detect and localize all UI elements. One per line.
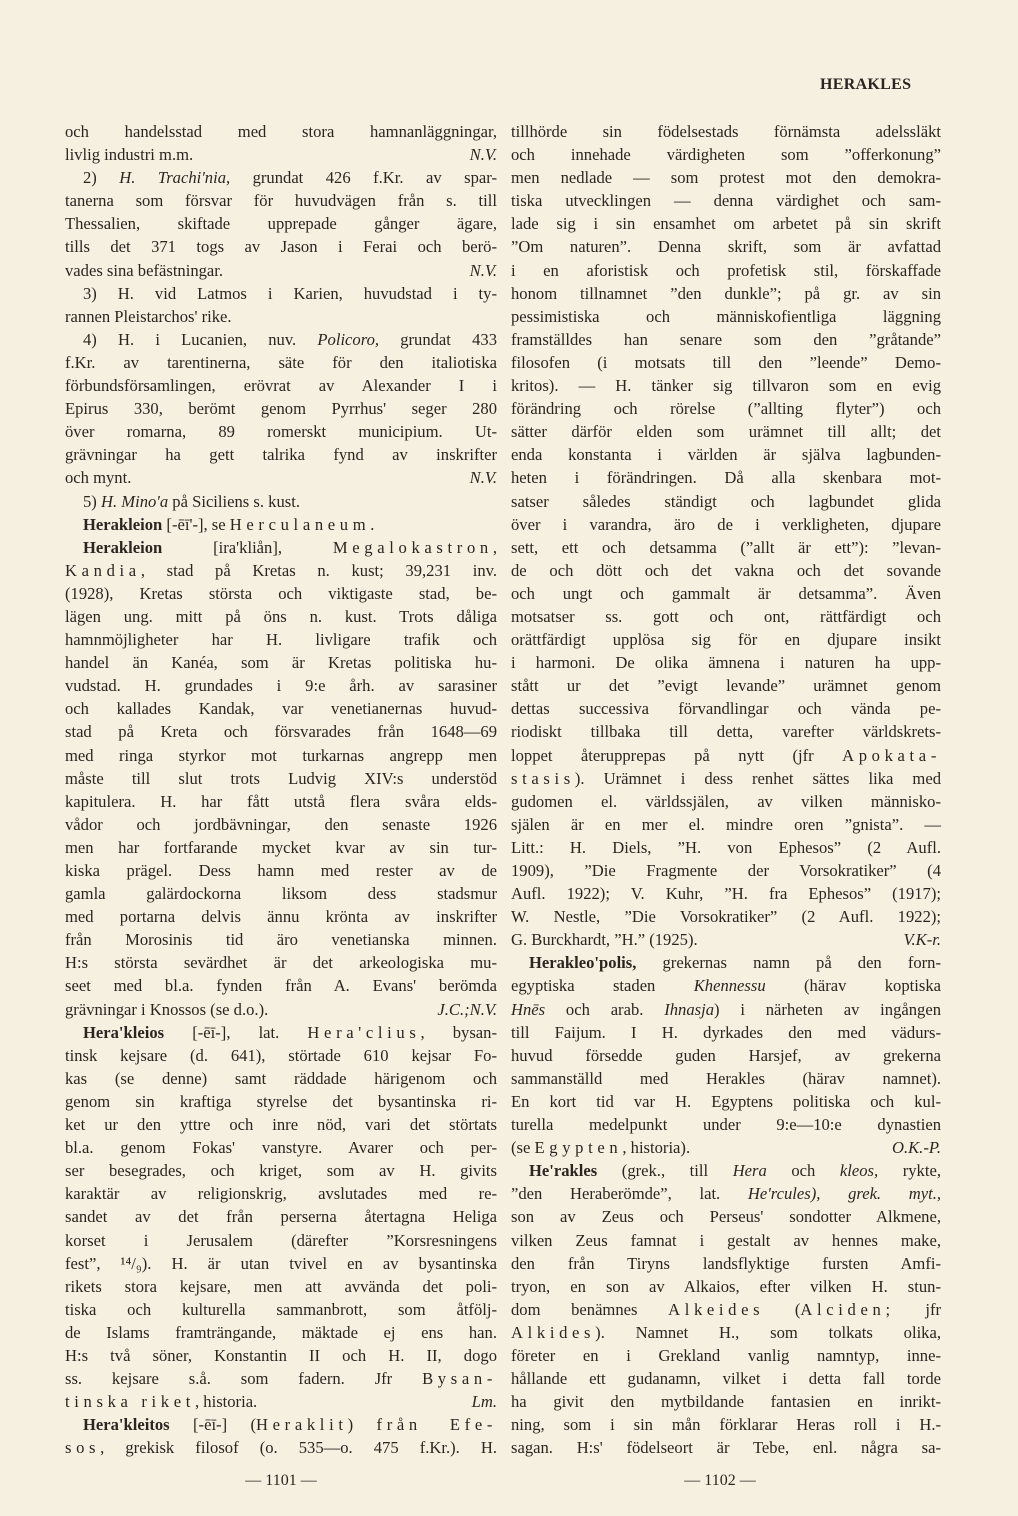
text-line: [65, 559, 497, 582]
text-run: honom tillnamnet ”den dunkle”; på gr. av sin: [511, 283, 941, 303]
italic-text: Policoro,: [317, 329, 380, 349]
spaced-text: stasis: [511, 768, 575, 788]
author-signature: J.C.;N.V.: [437, 999, 497, 1019]
entry-headword: Hera'kleitos: [83, 1415, 170, 1435]
text-line: [65, 513, 497, 536]
text-line: [511, 1113, 941, 1136]
right-column: [511, 120, 941, 1459]
spaced-text: sos: [65, 1438, 101, 1458]
text-line: [65, 1436, 497, 1459]
text-run: framställdes han senare som den ”gråtande”: [511, 329, 941, 349]
text-line: [65, 397, 497, 420]
text-line: [65, 1044, 497, 1067]
italic-text: Hnēs: [511, 999, 546, 1019]
text-run: sandet av det från perserna återtagna Heliga: [65, 1207, 497, 1227]
text-run: rannen Pleistarchos' rike.: [65, 306, 232, 326]
spaced-text: Hera'clius: [307, 1022, 421, 1042]
text-line: [65, 1367, 497, 1390]
text-run: kiska prägel. Dess hamn med rester av de: [65, 861, 497, 880]
text-line: [511, 674, 941, 697]
text-line: [65, 1275, 497, 1298]
text-run: (härav koptiska: [765, 976, 941, 996]
text-run: sammanställd med Herakles (härav namnet).: [511, 1068, 941, 1088]
text-run: En kort tid var H. Egyptens politiska och kul-: [511, 1091, 941, 1111]
text-run: dom benämnes: [511, 1299, 669, 1319]
text-run: H:s två söner, Konstantin II och H. II, dogo: [65, 1345, 497, 1365]
text-run: , grekisk filosof (o. 535—o. 475 f.Kr.). H.: [100, 1438, 497, 1458]
text-run: de och dött och det vakna och det sovande: [511, 560, 941, 580]
text-run: ket ur den yttre och inre nöd, vari det störtats: [65, 1115, 497, 1135]
spaced-text: Kandia: [65, 560, 141, 580]
text-run: ser besegrades, och kriget, som av H. givits: [65, 1161, 497, 1181]
entry-headword: Herakleo'polis,: [529, 953, 637, 973]
text-line: [511, 1390, 941, 1413]
text-line: [511, 1229, 941, 1252]
author-signature: N.V.: [469, 260, 497, 280]
text-run: (grek., till: [597, 1161, 733, 1181]
text-line: [65, 1344, 497, 1367]
text-line: [511, 1021, 941, 1044]
text-run: riodiskt tillbaka till detta, varefter världskrets-: [511, 722, 941, 742]
text-run: vudstad. H. grundades i 9:e årh. av sarasiner: [65, 676, 497, 696]
text-run: huvud försedde guden Harsjef, av grekerna: [511, 1045, 941, 1065]
text-line: [65, 1090, 497, 1113]
text-line: [65, 998, 497, 1021]
text-run: kas (se denne) samt räddade härigenom och: [65, 1068, 497, 1088]
text-run: ,: [492, 537, 497, 557]
text-run: 1909), ”Die Fragmente der Vorsokratiker” (4: [511, 861, 941, 880]
text-run: över i varandra, äro de i verkligheten, djupare: [511, 514, 941, 534]
text-run: [-ēī'-], se: [162, 514, 230, 534]
text-run: , historia).: [622, 1138, 691, 1158]
text-run: företer en i Grekland vanlig namntyp, inne-: [511, 1345, 941, 1365]
spaced-text: tinska riket: [65, 1392, 195, 1412]
text-line: [511, 697, 941, 720]
text-run: rykte,: [878, 1161, 941, 1181]
text-run: 4) H. i Lucanien, nuv.: [83, 329, 318, 349]
text-run: livlig industri m.m.: [65, 145, 194, 165]
text-line: [65, 1390, 497, 1413]
italic-text: He'rcules),: [747, 1184, 821, 1204]
text-line: [511, 374, 941, 397]
text-line: [511, 744, 941, 767]
text-run: heten i förändringen. Då alla skenbara mot-: [511, 468, 941, 488]
text-run: tiska och kulturella sammanbrott, som åtfölj-: [65, 1299, 497, 1319]
text-run: vådor och jordbävningar, den senaste 1926: [65, 814, 497, 834]
text-line: [65, 374, 497, 397]
text-run: hållande ett gudanamn, vilket i detta fall torde: [511, 1369, 941, 1389]
text-line: [511, 1205, 941, 1228]
text-run: ”den Heraberömde”, lat.: [511, 1184, 748, 1204]
text-run: lägen ung. mitt på öns n. kust. Trots dåliga: [65, 606, 497, 626]
text-run: grekernas namn på den forn-: [636, 953, 941, 973]
text-run: son av Zeus och Perseus' sondotter Alkmene,: [511, 1207, 941, 1227]
running-head: HERAKLES: [820, 76, 912, 93]
text-run: och innehade värdigheten som ”offerkonung”: [511, 145, 941, 165]
text-line: [65, 790, 497, 813]
text-run: , historia.: [194, 1392, 258, 1412]
text-line: [65, 143, 497, 166]
text-run: handel än Kanéa, som är Kretas politiska hu-: [65, 653, 497, 673]
text-run: Epirus 330, berömt genom Pyrrhus' seger 280: [65, 399, 497, 419]
text-line: [65, 420, 497, 443]
text-line: [511, 120, 941, 143]
text-run: och ungt och gammalt är detsamma”. Även: [511, 583, 941, 603]
text-line: [65, 697, 497, 720]
spaced-text: Megalokastron: [332, 537, 493, 557]
text-run: (1928), Kretas största och viktigaste stad, be-: [65, 583, 497, 603]
text-run: men har fortfarande mycket kvar av sin tur-: [65, 837, 497, 857]
text-line: [511, 767, 941, 790]
text-line: [511, 998, 941, 1021]
text-run: seet med bl.a. fynden från A. Evans' berömda: [65, 976, 497, 996]
text-run: den från Tiryns landsflyktige fursten Amfi-: [511, 1253, 941, 1273]
text-line: [65, 836, 497, 859]
text-run: bl.a. genom Fokas' vanstyre. Avarer och per-: [65, 1138, 497, 1158]
text-run: korset i Jerusalem (därefter ”Korsresningens: [65, 1230, 497, 1250]
text-line: [65, 605, 497, 628]
text-run: rikets stora kejsare, men att avvända det poli-: [65, 1276, 497, 1296]
page-number-right: — 1102 —: [684, 1472, 756, 1489]
text-run: G. Burckhardt, ”H.” (1925).: [511, 930, 698, 950]
text-run: .: [370, 514, 375, 534]
text-run: grävningar i Knossos (se d.o.).: [65, 999, 269, 1019]
text-run: [-ēī-] (: [169, 1415, 257, 1435]
text-run: och: [766, 1161, 840, 1181]
text-line: [511, 235, 941, 258]
text-line: [511, 1159, 941, 1182]
text-run: gudomen el. världssjälen, av vilken människo-: [511, 791, 941, 811]
text-line: [65, 536, 497, 559]
text-line: [65, 189, 497, 212]
spaced-text: Alkeides: [668, 1299, 765, 1319]
text-line: [65, 974, 497, 997]
text-run: [ira'kliån],: [162, 537, 333, 557]
text-line: [511, 166, 941, 189]
text-run: lade sig i sin ensamhet om arbetet på sin skrift: [511, 214, 941, 234]
spaced-text: Alciden;: [800, 1299, 895, 1319]
text-line: [65, 928, 497, 951]
text-run: och handelsstad med stora hamnanläggningar,: [65, 122, 497, 141]
text-run: W. Nestle, ”Die Vorsokratiker” (2 Aufl. 1922);: [511, 907, 941, 927]
text-run: tiska utvecklingen — denna värdighet och sam-: [511, 191, 941, 211]
text-line: [65, 1298, 497, 1321]
text-run: men nedlade — som protest mot den demokra-: [511, 168, 941, 188]
text-run: kapitulera. H. har fått utstå flera svåra elds-: [65, 791, 497, 811]
text-line: [511, 628, 941, 651]
text-run: jfr: [894, 1299, 941, 1319]
text-line: [511, 605, 941, 628]
text-line: [65, 1067, 497, 1090]
text-line: [65, 1205, 497, 1228]
text-run: förändring och rörelse (”allting flyter”) och: [511, 399, 941, 419]
text-run: tanerna som försvar för huvudvägen från s. till: [65, 191, 497, 211]
text-line: [65, 859, 497, 882]
text-line: [511, 490, 941, 513]
text-line: [511, 1344, 941, 1367]
text-line: [65, 305, 497, 328]
text-run: tillhörde sin födelsestads förnämsta adelssläkt: [511, 122, 941, 141]
text-line: [511, 1067, 941, 1090]
text-run: orättfärdigt upplösa sig för en djupare insikt: [511, 630, 941, 650]
text-line: [511, 813, 941, 836]
text-line: [65, 212, 497, 235]
text-line: [511, 928, 941, 951]
text-line: [65, 1229, 497, 1252]
text-run: vilken Zeus famnat i gestalt av hennes make,: [511, 1230, 941, 1250]
text-line: [65, 905, 497, 928]
text-line: [511, 259, 941, 282]
text-run: kritos). — H. tänker sig tillvaron som en evig: [511, 376, 941, 396]
text-run: genom sin kraftiga styrelse det bysantinska ri-: [65, 1091, 497, 1111]
text-line: [65, 235, 497, 258]
text-line: [65, 628, 497, 651]
text-run: 5): [83, 491, 101, 511]
text-line: [65, 259, 497, 282]
italic-text: H. Mino'a: [100, 491, 169, 511]
spaced-text: Bysan-: [422, 1369, 497, 1389]
text-run: ning, som i sin mån förklarar Heras roll i H.-: [511, 1415, 941, 1435]
text-line: [511, 651, 941, 674]
text-run: dettas successiva förvandlingar och vända pe-: [511, 699, 941, 719]
text-line: [65, 951, 497, 974]
text-run: 2): [83, 168, 120, 188]
text-line: [511, 1367, 941, 1390]
entry-headword: Herakleion: [83, 537, 163, 557]
text-line: [65, 351, 497, 374]
text-run: själen är en mer el. mindre oren ”gnista”. —: [511, 814, 941, 834]
text-line: [65, 328, 497, 351]
text-run: och kallades Kandak, var venetianernas huvud-: [65, 699, 497, 719]
text-run: (: [764, 1299, 801, 1319]
text-line: [511, 1413, 941, 1436]
text-run: tinsk kejsare (d. 641), störtade 610 kejsar Fo-: [65, 1045, 497, 1065]
text-line: [511, 905, 941, 928]
text-run: , bysan-: [420, 1022, 497, 1042]
text-line: [511, 1275, 941, 1298]
text-run: loppet återupprepas på nytt (jfr: [511, 745, 843, 765]
text-line: [511, 536, 941, 559]
text-line: [511, 1090, 941, 1113]
text-run: ). Namnet H., som tolkats olika,: [595, 1322, 941, 1342]
author-signature: N.V.: [469, 145, 497, 165]
text-run: Thessalien, skiftade upprepade gånger ägare,: [65, 214, 497, 234]
text-run: ): [347, 1415, 377, 1435]
text-run: måste till slut trots Ludvig XIV:s understöd: [65, 768, 497, 788]
text-line: [65, 813, 497, 836]
italic-text: Khennessu: [693, 976, 766, 996]
text-line: [511, 397, 941, 420]
text-line: [511, 836, 941, 859]
text-run: enda konstanta i världen är själva lagbunden-: [511, 445, 941, 465]
text-line: [511, 443, 941, 466]
text-line: [511, 720, 941, 743]
text-line: [65, 767, 497, 790]
text-line: [65, 1413, 497, 1436]
text-line: [511, 282, 941, 305]
text-run: vades sina befästningar.: [65, 260, 224, 280]
text-run: turella medelpunkt under 9:e—10:e dynastien: [511, 1115, 941, 1135]
text-line: [65, 1136, 497, 1159]
text-line: [65, 466, 497, 489]
text-run: gamla galärdockorna liksom dess stadsmur: [65, 884, 497, 904]
text-line: [65, 282, 497, 305]
text-run: de Islams framträngande, mäktade ej ens han.: [65, 1322, 497, 1342]
text-line: [511, 1321, 941, 1344]
text-line: [65, 1182, 497, 1205]
text-run: ). Urämnet i dess renhet sättes lika med: [574, 768, 941, 788]
left-column: [65, 120, 497, 1459]
text-line: [511, 1436, 941, 1459]
spaced-text: Apokata-: [842, 745, 941, 765]
text-line: [511, 1298, 941, 1321]
text-line: [65, 1252, 497, 1275]
text-line: [65, 1021, 497, 1044]
spaced-text: Herculaneum: [229, 514, 371, 534]
text-run: på Siciliens s. kust.: [168, 491, 300, 511]
author-signature: N.V.: [469, 468, 497, 488]
text-line: [65, 1159, 497, 1182]
text-line: [511, 882, 941, 905]
text-line: [511, 420, 941, 443]
text-line: [511, 466, 941, 489]
text-run: ”Om naturen”. Denna skrift, som är avfattad: [511, 237, 941, 257]
text-line: [511, 951, 941, 974]
text-run: Litt.: H. Diels, ”H. von Ephesos” (2 Aufl.: [511, 837, 941, 857]
text-run: stått ur det ”evigt levande” urämnet genom: [511, 676, 941, 696]
text-run: från Morosinis tid äro venetianska minnen.: [65, 930, 497, 950]
text-line: [511, 143, 941, 166]
text-run: med portarna delvis ännu krönta av inskrifter: [65, 907, 497, 927]
text-run: över romarna, 89 romerskt municipium. Ut-: [65, 422, 497, 442]
text-line: [65, 674, 497, 697]
spaced-text: Heraklit: [256, 1415, 348, 1435]
text-line: [511, 1044, 941, 1067]
entry-headword: Hera'kleios: [83, 1022, 165, 1042]
text-run: , stad på Kretas n. kust; 39,231 inv.: [140, 560, 497, 580]
text-line: [65, 490, 497, 513]
text-line: [511, 1136, 941, 1159]
text-run: H:s största sevärdhet är det arkeologiska mu-: [65, 953, 497, 973]
text-run: 3) H. vid Latmos i Karien, huvudstad i ty-: [83, 283, 497, 303]
italic-text: H. Trachi'nia,: [119, 168, 231, 188]
text-run: (se: [511, 1138, 535, 1158]
author-signature: V.K-r.: [903, 930, 941, 950]
text-run: motsatser ss. gott och ont, rättfärdigt och: [511, 606, 941, 626]
text-run: till Faijum. I H. dyrkades den med vädurs-: [511, 1022, 941, 1042]
text-run: [-ēī-], lat.: [164, 1022, 308, 1042]
text-run: med ringa styrkor mot turkarnas angrepp men: [65, 745, 497, 765]
text-line: [65, 120, 497, 143]
author-signature: O.K.-P.: [891, 1138, 941, 1158]
text-line: [65, 1321, 497, 1344]
text-line: [65, 720, 497, 743]
text-line: [65, 744, 497, 767]
page-number-left: — 1101 —: [245, 1472, 317, 1489]
italic-text: Ihnasja: [664, 999, 714, 1019]
text-run: sagan. H:s' födelseort är Tebe, enl. några sa-: [511, 1438, 941, 1458]
text-run: grävningar ha gett talrika fynd av inskrifter: [65, 445, 497, 465]
text-line: [511, 582, 941, 605]
text-line: [511, 559, 941, 582]
text-line: [65, 166, 497, 189]
text-line: [65, 582, 497, 605]
text-run: sätter därför elden som urämnet till allt; det: [511, 422, 941, 442]
text-run: hamnmöjligheter har H. livligare trafik och: [65, 630, 497, 650]
text-line: [511, 1252, 941, 1275]
text-run: Aufl. 1922); V. Kuhr, ”H. fra Ephesos” (1917);: [511, 884, 941, 904]
text-run: i harmoni. De olika ämnena i naturen ha upp-: [511, 653, 941, 673]
text-run: egyptiska staden: [511, 976, 694, 996]
text-line: [511, 790, 941, 813]
text-run: f.Kr. av tarentinerna, säte för den italiotiska: [65, 352, 497, 372]
text-run: ha givit den mytbildande fantasien en inrikt-: [511, 1392, 941, 1412]
text-run: grundat 433: [379, 329, 497, 349]
italic-text: Hera: [732, 1161, 767, 1181]
author-signature: Lm.: [471, 1392, 497, 1412]
text-run: tryon, en son av Alkaios, efter vilken H. stun-: [511, 1276, 941, 1296]
entry-headword: Herakleion: [83, 514, 163, 534]
text-line: [511, 859, 941, 882]
text-run: tills det 371 togs av Jason i Ferai och berö-: [65, 237, 497, 257]
text-run: karaktär av religionskrig, avslutades med re-: [65, 1184, 497, 1204]
text-line: [65, 882, 497, 905]
text-line: [65, 651, 497, 674]
spaced-text: Alkides: [511, 1322, 596, 1342]
spaced-text: från Efe-: [376, 1415, 498, 1435]
text-line: [511, 513, 941, 536]
italic-text: grek. myt.,: [848, 1184, 942, 1204]
text-run: och mynt.: [65, 468, 132, 488]
text-line: [65, 443, 497, 466]
text-run: och arab.: [545, 999, 665, 1019]
text-run: [820, 1184, 848, 1203]
text-run: pessimistiska och människofientliga läggning: [511, 306, 941, 326]
text-line: [511, 212, 941, 235]
text-line: [511, 189, 941, 212]
text-line: [511, 1182, 941, 1205]
italic-text: kleos,: [839, 1161, 879, 1181]
text-line: [511, 351, 941, 374]
text-run: fest”, ¹⁴/₉). H. är utan tvivel en av bysantinska: [65, 1253, 497, 1273]
text-run: satser således ständigt och lagbundet glida: [511, 491, 941, 511]
text-run: förbundsförsamlingen, erövrat av Alexander I i: [65, 376, 497, 396]
text-run: stad på Kreta och försvarades från 1648—69: [65, 722, 497, 742]
text-run: filosofen (i motsats till den ”leende” Demo-: [511, 352, 941, 372]
text-run: grundat 426 f.Kr. av spar-: [230, 168, 497, 188]
spaced-text: Egypten: [534, 1138, 623, 1158]
text-run: ) i närheten av ingången: [714, 999, 941, 1019]
text-run: ss. kejsare s.å. som fadern. Jfr: [65, 1369, 423, 1389]
text-run: sett, ett och detsamma (”allt är ett”): ”levan-: [511, 537, 941, 557]
text-run: i en aforistisk och profetisk stil, förskaffade: [511, 260, 941, 280]
text-line: [511, 305, 941, 328]
entry-headword: He'rakles: [529, 1161, 598, 1181]
text-line: [65, 1113, 497, 1136]
text-line: [511, 974, 941, 997]
text-line: [511, 328, 941, 351]
